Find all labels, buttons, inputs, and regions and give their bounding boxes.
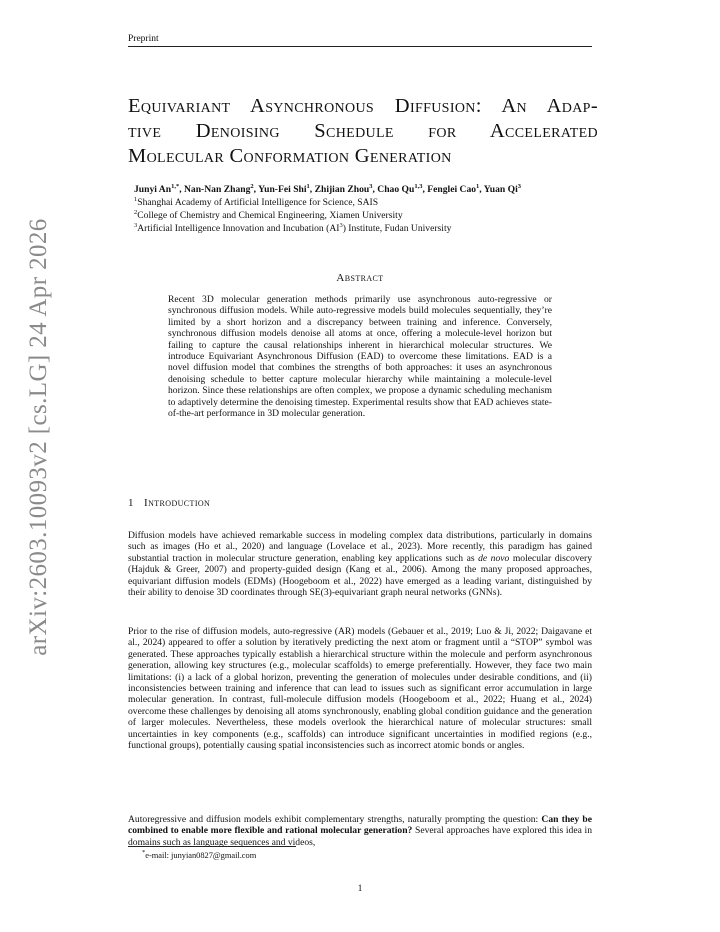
footnote-text[interactable]: e-mail: junyian0827@gmail.com	[145, 851, 257, 860]
paragraph-1	[128, 530, 592, 598]
footnote-mark: *	[142, 849, 146, 857]
author-name: Yuan Qi	[483, 184, 518, 195]
paragraph-text: Diffusion models have achieved remarkable success in modeling complex data distributions, particularly in domains such as images (Ho et al., 2020) and language (Lovelace et al., 2023). More recently, this paradigm has gained substantial traction in molecular structure generation, enabling key applications such as	[128, 530, 592, 564]
affiliation-text: ) Institute, Fudan University	[342, 223, 452, 234]
section-title: Introduction	[144, 497, 211, 509]
author-sup: 3	[517, 182, 522, 190]
title-line-3: Molecular Conformation Generation	[128, 145, 452, 167]
running-header: Preprint	[128, 34, 159, 44]
author-sup: 1,3	[414, 182, 423, 190]
section-heading	[128, 497, 210, 509]
author-sup: 1	[306, 182, 310, 190]
affiliation-1	[134, 197, 378, 208]
affiliation-sup: 1	[134, 195, 138, 203]
affiliation-text: College of Chemistry and Chemical Engineering, Xiamen University	[137, 210, 403, 221]
bold-question: Can they be combined to enable more flexible and rational molecular generation?	[128, 814, 592, 837]
affiliation-inner-sup: 3	[339, 221, 343, 229]
paper-title	[128, 94, 598, 169]
affiliation-3	[134, 223, 451, 234]
affiliation-text: Shanghai Academy of Artificial Intelligence for Science, SAIS	[137, 197, 379, 208]
header-rule	[128, 46, 592, 47]
author-sup: 1,*	[171, 182, 180, 190]
author-name: Junyi An	[134, 184, 172, 195]
section-number: 1	[128, 497, 134, 509]
author-sup: 2	[250, 182, 254, 190]
author-name: Nan-Nan Zhang	[184, 184, 251, 195]
footnote	[142, 851, 256, 860]
abstract-body: Recent 3D molecular generation methods primarily use asynchronous auto-regressive or synchronous diffusion models. While auto-regressive models build molecules sequentially, they’re limited by a short horizon and a discrepancy between training and inference. Conversely, synchronous diffusion models denoise all atoms at once, offering a molecule-level horizon but failing to capture the causal relationships inherent in hierarchical molecular structures. We introduce Equivariant Asynchronous Diffusion (EAD) to overcome these limitations. EAD is a novel diffusion model that combines the strengths of both approaches: it uses an asynchronous denoising schedule to better capture molecular hierarchy while maintaining a molecule-level horizon. Since these relationships are often complex, we propose a dynamic scheduling mechanism to adaptively determine the denoising timestep. Experimental results show that EAD achieves state-of-the-art performance in 3D molecular generation.	[168, 294, 552, 420]
emphasis-text: de novo	[478, 552, 510, 564]
author-name: Zhijian Zhou	[314, 184, 370, 195]
abstract-heading: Abstract	[336, 272, 384, 284]
author-name: Fenglei Cao	[427, 184, 477, 195]
paragraph-text: molecular discovery (Hajduk & Greer, 2007) and property-guided design (Kang et al., 2006). Among the many proposed approaches, equivariant diffusion models (EDMs) (Hoogeboom et al., 2022) have emerged as a leading variant, distinguished by their ability to denoise 3D coordinates through SE(3)-equivariant graph neural networks (GNNs).	[128, 552, 592, 599]
paragraph-2: Prior to the rise of diffusion models, auto-regressive (AR) models (Gebauer et al., 2019; Luo & Ji, 2022; Daigavane et al., 2024) appeared to offer a solution by iteratively predicting the next atom or fragment until a “STOP” symbol was generated. These approaches typically establish a hierarchical structure within the molecule and perform asynchronous generation, allowing key structures (e.g., molecular scaffolds) to emerge preferentially. However, they face two main limitations: (i) a lack of a global horizon, preventing the generation of molecules under desirable conditions, and (ii) inconsistencies between training and inference that can lead to issues such as significant error accumulation in large molecular generation. In contrast, full-molecule diffusion models (Hoogeboom et al., 2022; Huang et al., 2024) overcome these challenges by denoising all atoms synchronously, enabling global condition guidance and the generation of larger molecules. Nevertheless, these models overlook the hierarchical nature of molecular structures: small uncertainties in key components (e.g., scaffolds) can introduce significant uncertainties in modified regions (e.g., functional groups), potentially causing spatial inconsistencies such as incorrect atomic bonds or angles.	[128, 626, 592, 752]
author-name: Yun-Fei Shi	[258, 184, 307, 195]
affiliation-sup: 2	[134, 208, 138, 216]
arxiv-stamp[interactable]: arXiv:2603.10093v2 [cs.LG] 24 Apr 2026	[25, 218, 52, 656]
footnote-rule	[128, 846, 296, 847]
affiliation-sup: 3	[134, 221, 138, 229]
title-line-2: tive Denoising Schedule for Accelerated	[128, 120, 598, 142]
author-list: Junyi $An^{1,*}$, Nan-Nan Zhang$^2$, Yun-Fei Shi$^1$, Zhijian Zhou$^3$, Chao Qu$^{1,3}$, Fenglei Cao$^1$, Yuan Qi$^3$	[134, 182, 522, 195]
page-number: 1	[357, 883, 363, 894]
author-name: Chao Qu	[377, 184, 415, 195]
title-line-1: Equivariant Asynchronous Diffusion: An Adap-	[128, 95, 598, 117]
arxiv-stamp-container	[22, 218, 56, 656]
affiliation-2	[134, 210, 403, 221]
paragraph-text: Autoregressive and diffusion models exhibit complementary strengths, naturally prompting the question:	[128, 814, 542, 825]
author-sup: 3	[369, 182, 373, 190]
affiliation-text: Artificial Intelligence Innovation and Incubation (AI	[137, 223, 340, 234]
paragraph-text: Several approaches have explored this idea in domains such as language sequences and videos,	[128, 825, 592, 848]
author-sup: 1	[476, 182, 480, 190]
paragraph-3	[128, 814, 592, 848]
